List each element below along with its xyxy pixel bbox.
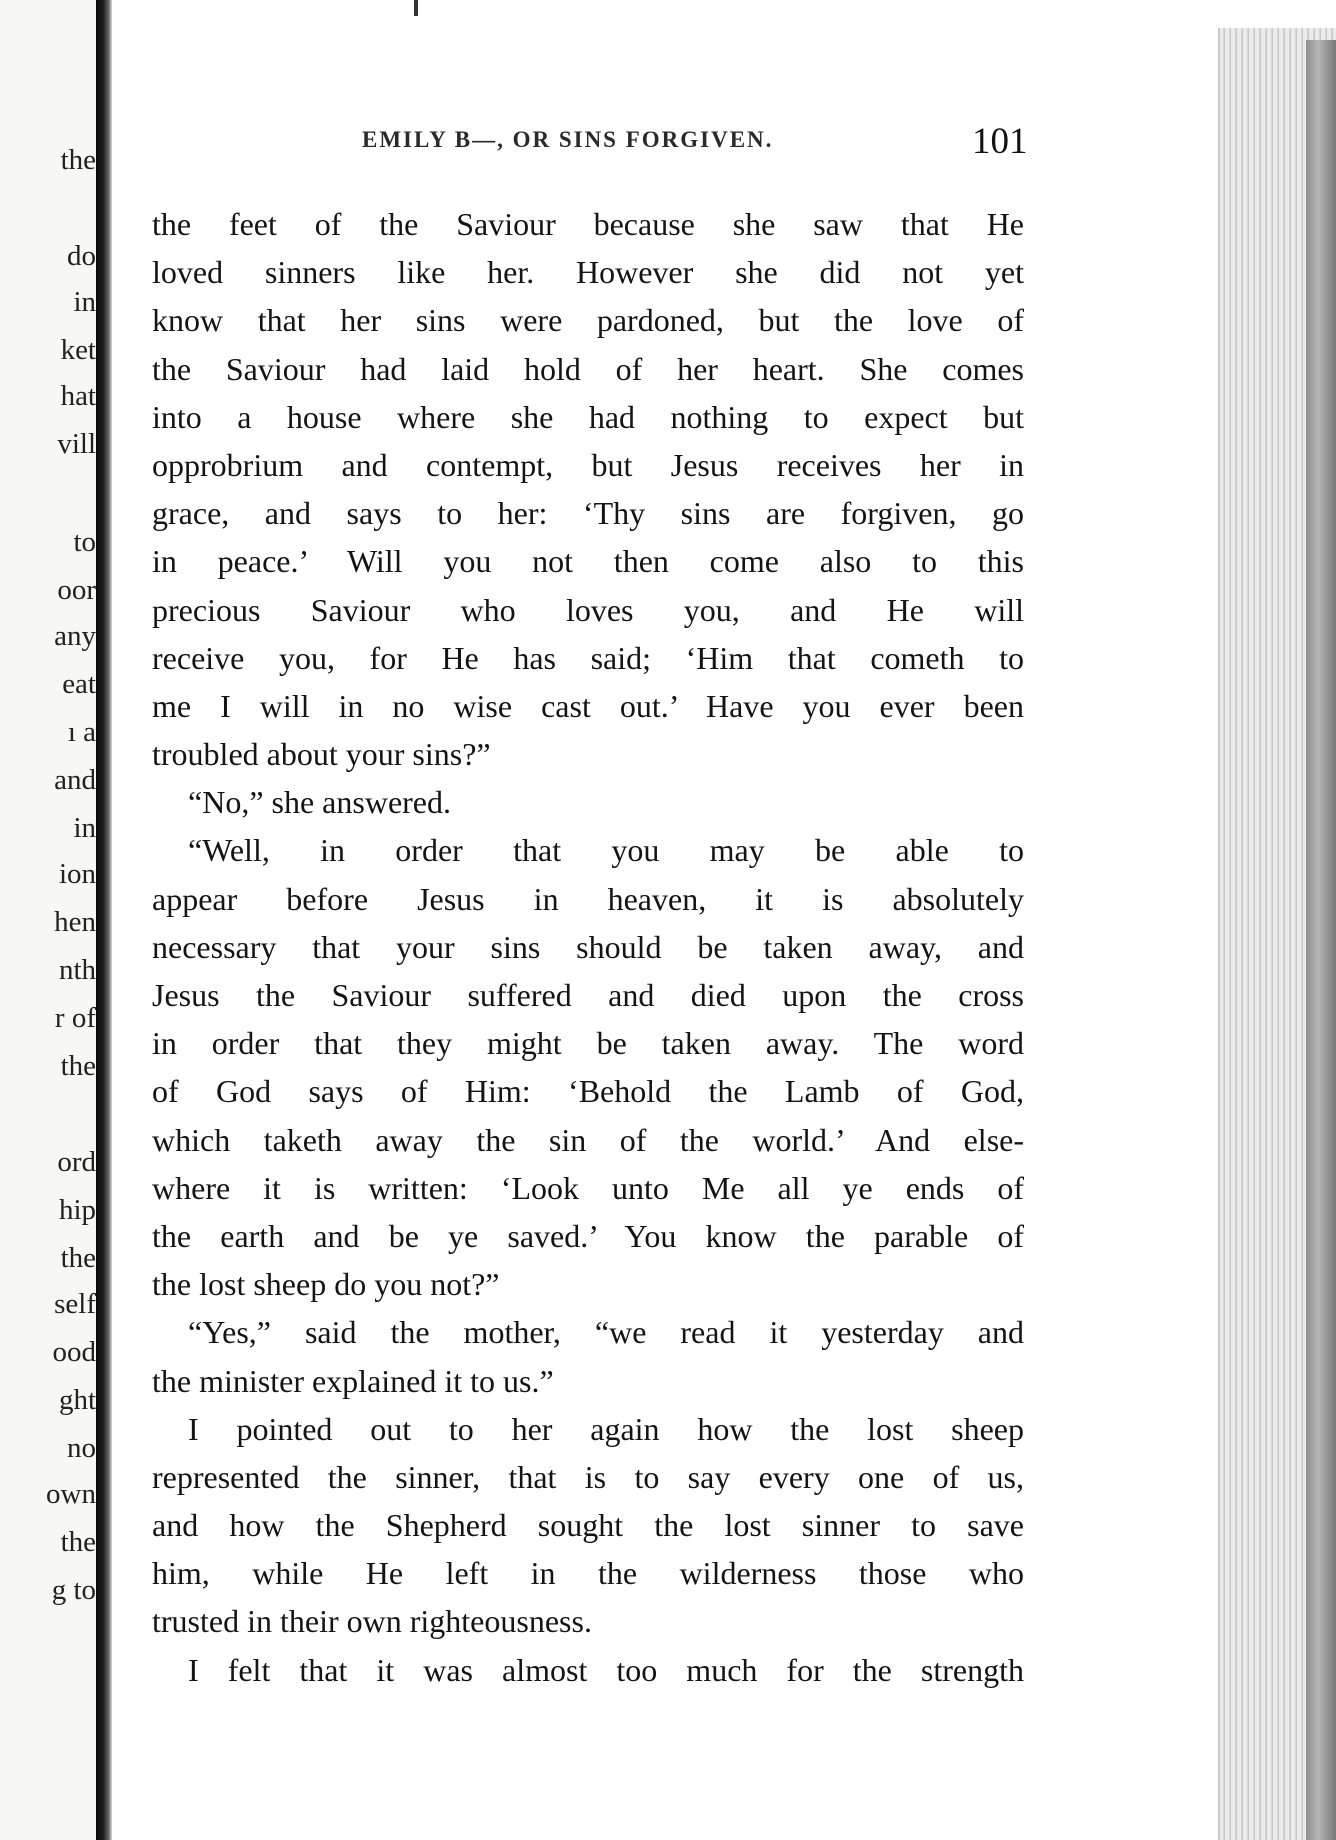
- text-line: I pointed out to her again how the lost sheep: [188, 1410, 1024, 1447]
- facing-page-edge: [0, 0, 96, 1840]
- facing-page-line-fragment: in: [73, 812, 96, 844]
- text-line: in peace.’ Will you not then come also to this: [152, 543, 1024, 580]
- facing-page-line-fragment: no: [67, 1432, 96, 1464]
- text-line: trusted in their own righteousness.: [152, 1603, 592, 1640]
- running-head: EMILY B—, OR SINS FORGIVEN.: [362, 127, 774, 152]
- facing-page-line-fragment: to: [73, 526, 96, 558]
- facing-page-line-fragment: hip: [58, 1194, 96, 1226]
- text-line: loved sinners like her. However she did not yet: [152, 254, 1024, 291]
- facing-page-line-fragment: the: [60, 1242, 96, 1274]
- text-line: troubled about your sins?”: [152, 736, 491, 773]
- facing-page-line-fragment: hen: [54, 906, 96, 938]
- text-line: the earth and be ye saved.’ You know the parable of: [152, 1217, 1024, 1254]
- text-line: receive you, for He has said; ‘Him that cometh to: [152, 639, 1024, 676]
- text-line: I felt that it was almost too much for the strength: [188, 1651, 1024, 1688]
- text-line: “Yes,” said the mother, “we read it yesterday and: [188, 1314, 1024, 1351]
- facing-page-line-fragment: and: [54, 764, 96, 796]
- facing-page-line-fragment: ion: [58, 858, 96, 890]
- text-line: precious Saviour who loves you, and He will: [152, 591, 1024, 628]
- book-edge-shadow: [1306, 40, 1336, 1840]
- facing-page-line-fragment: ket: [60, 334, 96, 366]
- text-line: into a house where she had nothing to expect but: [152, 398, 1024, 435]
- text-line: the feet of the Saviour because she saw that He: [152, 206, 1024, 242]
- text-line: “No,” she answered.: [188, 784, 451, 821]
- facing-page-line-fragment: ght: [58, 1384, 96, 1416]
- text-line: the lost sheep do you not?”: [152, 1266, 500, 1303]
- facing-page-line-fragment: do: [67, 240, 96, 272]
- facing-page-line-fragment: nth: [58, 954, 96, 986]
- book-gutter-shadow: [96, 0, 112, 1840]
- text-line: which taketh away the sin of the world.’ And else-: [152, 1121, 1024, 1158]
- text-line: the Saviour had laid hold of her heart. She comes: [152, 350, 1024, 387]
- facing-page-line-fragment: the: [60, 144, 96, 176]
- text-line: me I will in no wise cast out.’ Have you ever been: [152, 687, 1024, 724]
- text-line: opprobrium and contempt, but Jesus receives her in: [152, 446, 1024, 483]
- facing-page-line-fragment: g to: [51, 1574, 96, 1606]
- text-line: represented the sinner, that is to say every one of us,: [152, 1458, 1024, 1495]
- text-line: in order that they might be taken away. The word: [152, 1025, 1024, 1062]
- page-body-text: [152, 200, 1024, 1694]
- text-line: him, while He left in the wilderness those who: [152, 1555, 1024, 1592]
- facing-page-line-fragment: r of: [54, 1002, 96, 1034]
- text-line: “Well, in order that you may be able to: [188, 832, 1024, 869]
- facing-page-line-fragment: vill: [57, 428, 96, 460]
- text-line: grace, and says to her: ‘Thy sins are forgiven, go: [152, 495, 1024, 532]
- facing-page-line-fragment: oor: [57, 574, 96, 606]
- facing-page-line-fragment: in: [73, 286, 96, 318]
- scan-mark: [414, 0, 418, 16]
- text-line: appear before Jesus in heaven, it is absolutely: [152, 880, 1024, 917]
- text-line: where it is written: ‘Look unto Me all ye ends of: [152, 1169, 1024, 1206]
- text-line: necessary that your sins should be taken away, and: [152, 928, 1024, 965]
- facing-page-line-fragment: the: [60, 1050, 96, 1082]
- facing-page-line-fragment: ood: [52, 1336, 96, 1368]
- facing-page-line-fragment: eat: [62, 668, 96, 700]
- facing-page-line-fragment: self: [54, 1288, 96, 1320]
- facing-page-line-fragment: any: [54, 620, 96, 652]
- text-line: Jesus the Saviour suffered and died upon the cross: [152, 977, 1024, 1013]
- facing-page-line-fragment: hat: [60, 380, 96, 412]
- text-line: the minister explained it to us.”: [152, 1362, 554, 1399]
- page-number: 101: [972, 121, 1028, 162]
- text-line: know that her sins were pardoned, but the love of: [152, 302, 1024, 339]
- facing-page-line-fragment: ord: [57, 1146, 96, 1178]
- text-line: of God says of Him: ‘Behold the Lamb of God,: [152, 1073, 1024, 1110]
- facing-page-line-fragment: ı a: [67, 716, 96, 748]
- facing-page-line-fragment: the: [60, 1526, 96, 1558]
- text-line: and how the Shepherd sought the lost sinner to save: [152, 1507, 1024, 1544]
- facing-page-line-fragment: own: [46, 1478, 96, 1510]
